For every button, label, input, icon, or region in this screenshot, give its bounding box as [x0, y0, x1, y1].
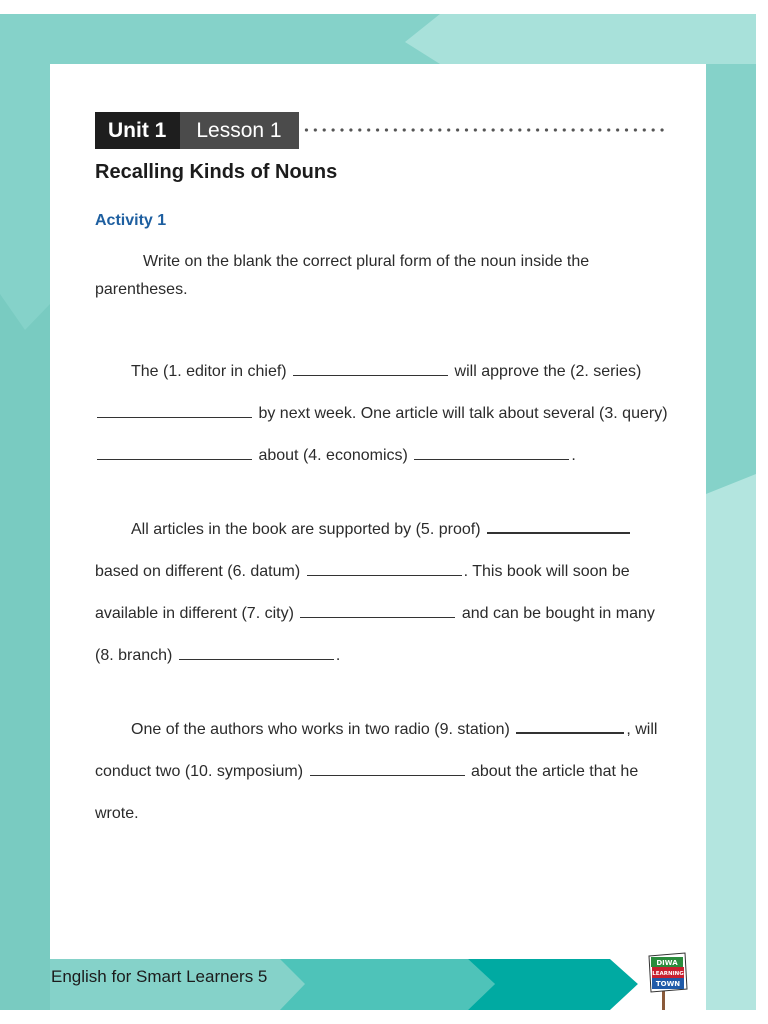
sentence-text: The (1. editor in chief)	[131, 363, 287, 380]
dotted-rule	[302, 128, 664, 132]
answer-blank-6[interactable]	[307, 574, 462, 576]
sentence-text: and can be bought in many (8. branch)	[95, 605, 655, 664]
sentence-text: based on different (6. datum)	[95, 563, 301, 580]
svg-text:DIWA: DIWA	[656, 959, 678, 967]
answer-blank-7[interactable]	[300, 616, 455, 618]
exercise-paragraph-1	[95, 351, 675, 477]
sentence-text: All articles in the book are supported by (5. proof)	[131, 521, 481, 538]
sentence-text: about (4. economics)	[258, 447, 408, 464]
sentence-text: .	[571, 447, 576, 464]
svg-text:TOWN: TOWN	[655, 980, 681, 988]
exercise-paragraph-2	[95, 509, 675, 677]
unit-lesson-header	[95, 112, 299, 149]
sentence-text: , will conduct two (10. symposium)	[95, 721, 658, 780]
unit-label: Unit 1	[95, 112, 180, 149]
sentence-text: about the article that he wrote.	[95, 763, 639, 822]
answer-blank-9[interactable]	[516, 731, 624, 734]
worksheet-page	[50, 64, 706, 959]
instructions: Write on the blank the correct plural form of the noun inside the parentheses.	[95, 253, 590, 298]
lesson-label: Lesson 1	[180, 112, 298, 149]
diwa-logo	[645, 952, 689, 1012]
answer-blank-4[interactable]	[414, 458, 569, 460]
answer-blank-2[interactable]	[97, 416, 252, 418]
sentence-text: . This book will soon be available in different (7. city)	[95, 563, 630, 622]
exercise-paragraph-3	[95, 709, 675, 835]
sentence-text: will approve the (2. series)	[454, 363, 642, 380]
answer-blank-5[interactable]	[487, 531, 630, 534]
sentence-text: by next week. One article will talk about several (3. query)	[258, 405, 668, 422]
answer-blank-1[interactable]	[293, 374, 448, 376]
activity-heading: Activity 1	[95, 212, 167, 229]
answer-blank-8[interactable]	[179, 658, 334, 660]
sentence-text: One of the authors who works in two radio (9. station)	[131, 721, 510, 738]
page-title: Recalling Kinds of Nouns	[95, 161, 338, 183]
answer-blank-10[interactable]	[310, 774, 465, 776]
svg-text:LEARNING: LEARNING	[652, 971, 684, 977]
answer-blank-3[interactable]	[97, 458, 252, 460]
book-title: English for Smart Learners 5	[51, 967, 268, 986]
sentence-text: .	[335, 647, 341, 664]
